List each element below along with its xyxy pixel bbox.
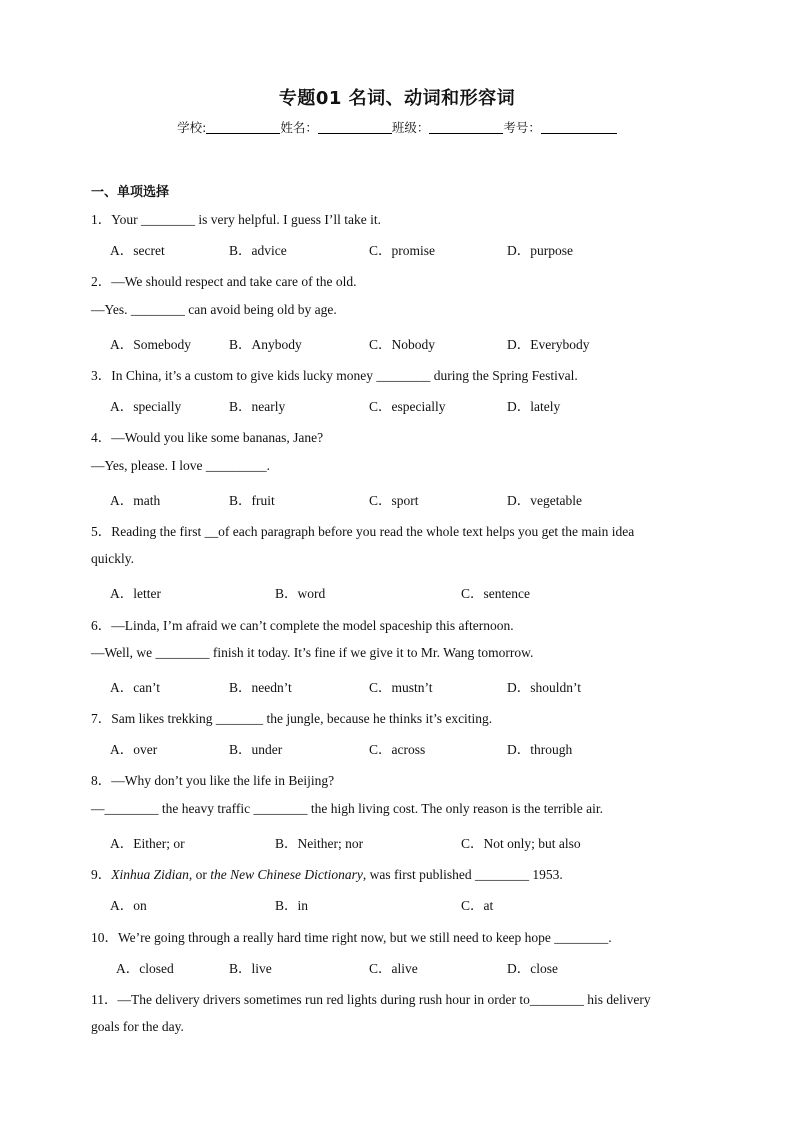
question-4-reply: —Yes, please. I love _________. (91, 458, 270, 473)
question-9-stem (91, 863, 563, 883)
q8-option-b: B．Neither; nor (275, 836, 364, 851)
q7-option-d: D．through (507, 742, 573, 757)
class-label: 班级： (391, 120, 430, 135)
q2-option-c: C．Nobody (369, 337, 436, 352)
q10-option-b: B．live (229, 961, 272, 976)
question-11-stem-cont: goals for the day. (91, 1019, 184, 1034)
school-label: 学校: (177, 120, 207, 135)
question-7-stem: 7．Sam likes trekking _______ the jungle, because he thinks it’s exciting. (91, 711, 493, 726)
q8-option-a: A．Either; or (110, 836, 185, 851)
q3-option-b: B．nearly (229, 399, 286, 414)
student-info-line (0, 118, 794, 136)
q9-text-or: , or (188, 867, 211, 882)
q9-number: 9． (91, 867, 112, 882)
class-blank (429, 121, 503, 134)
q1-option-b: B．advice (229, 243, 287, 258)
q2-option-d: D．Everybody (507, 337, 590, 352)
question-8-reply: —________ the heavy traffic ________ the high living cost. The only reason is the terrible air. (91, 801, 604, 816)
q4-option-c: C．sport (369, 493, 419, 508)
q6-option-a: A．can’t (110, 680, 160, 695)
q6-option-d: D．shouldn’t (507, 680, 582, 695)
q3-option-a: A．specially (110, 399, 182, 414)
q8-option-c: C．Not only; but also (461, 836, 581, 851)
q9-option-a: A．on (110, 898, 147, 913)
q7-option-b: B．under (229, 742, 283, 757)
q6-option-c: C．mustn’t (369, 680, 433, 695)
q3-option-c: C．especially (369, 399, 446, 414)
school-blank (206, 121, 280, 134)
q10-option-c: C．alive (369, 961, 418, 976)
question-2-reply: —Yes. ________ can avoid being old by age. (91, 302, 337, 317)
exam-number-blank (541, 121, 617, 134)
question-2-stem: 2．—We should respect and take care of the old. (91, 274, 357, 289)
question-5-stem-cont: quickly. (91, 551, 134, 566)
question-6-stem: 6．—Linda, I’m afraid we can’t complete the model spaceship this afternoon. (91, 618, 514, 633)
q7-option-a: A．over (110, 742, 158, 757)
q4-option-b: B．fruit (229, 493, 275, 508)
q5-option-a: A．letter (110, 586, 161, 601)
q9-title-dictionary: the New Chinese Dictionary (210, 867, 363, 882)
question-1-stem: 1．Your ________ is very helpful. I guess I’ll take it. (91, 212, 381, 227)
question-8-stem: 8．—Why don’t you like the life in Beijing? (91, 773, 335, 788)
q2-option-a: A．Somebody (110, 337, 191, 352)
q4-option-d: D．vegetable (507, 493, 582, 508)
question-10-stem: 10．We’re going through a really hard time right now, but we still need to keep hope ________. (91, 930, 612, 945)
q6-option-b: B．needn’t (229, 680, 292, 695)
q1-option-d: D．purpose (507, 243, 573, 258)
q4-option-a: A．math (110, 493, 161, 508)
q1-option-c: C．promise (369, 243, 435, 258)
name-label: 姓名： (280, 120, 318, 135)
question-6-reply: —Well, we ________ finish it today. It’s fine if we give it to Mr. Wang tomorrow. (91, 645, 534, 660)
question-3-stem: 3．In China, it’s a custom to give kids lucky money ________ during the Spring Festival. (91, 368, 578, 383)
section-title: 一、单项选择 (91, 185, 170, 200)
page-title: 专题01 名词、动词和形容词 (278, 88, 516, 109)
question-11-stem: 11．—The delivery drivers sometimes run red lights during rush hour in order to________ his delivery (91, 992, 651, 1007)
question-5-stem: 5．Reading the first __of each paragraph before you read the whole text helps you get the main idea (91, 524, 635, 539)
q9-title-xinhua: Xinhua Zidian (111, 867, 189, 882)
q10-option-d: D．close (507, 961, 558, 976)
q7-option-c: C．across (369, 742, 426, 757)
q9-text-rest: , was first published ________ 1953. (362, 867, 563, 882)
q1-option-a: A．secret (110, 243, 165, 258)
name-blank (318, 121, 392, 134)
exam-number-label: 考号： (503, 120, 541, 135)
q2-option-b: B．Anybody (229, 337, 302, 352)
q5-option-c: C．sentence (461, 586, 530, 601)
q9-option-c: C．at (461, 898, 494, 913)
q5-option-b: B．word (275, 586, 326, 601)
q3-option-d: D．lately (507, 399, 561, 414)
q10-option-a: A．closed (116, 961, 174, 976)
q9-option-b: B．in (275, 898, 309, 913)
question-4-stem: 4．—Would you like some bananas, Jane? (91, 430, 324, 445)
